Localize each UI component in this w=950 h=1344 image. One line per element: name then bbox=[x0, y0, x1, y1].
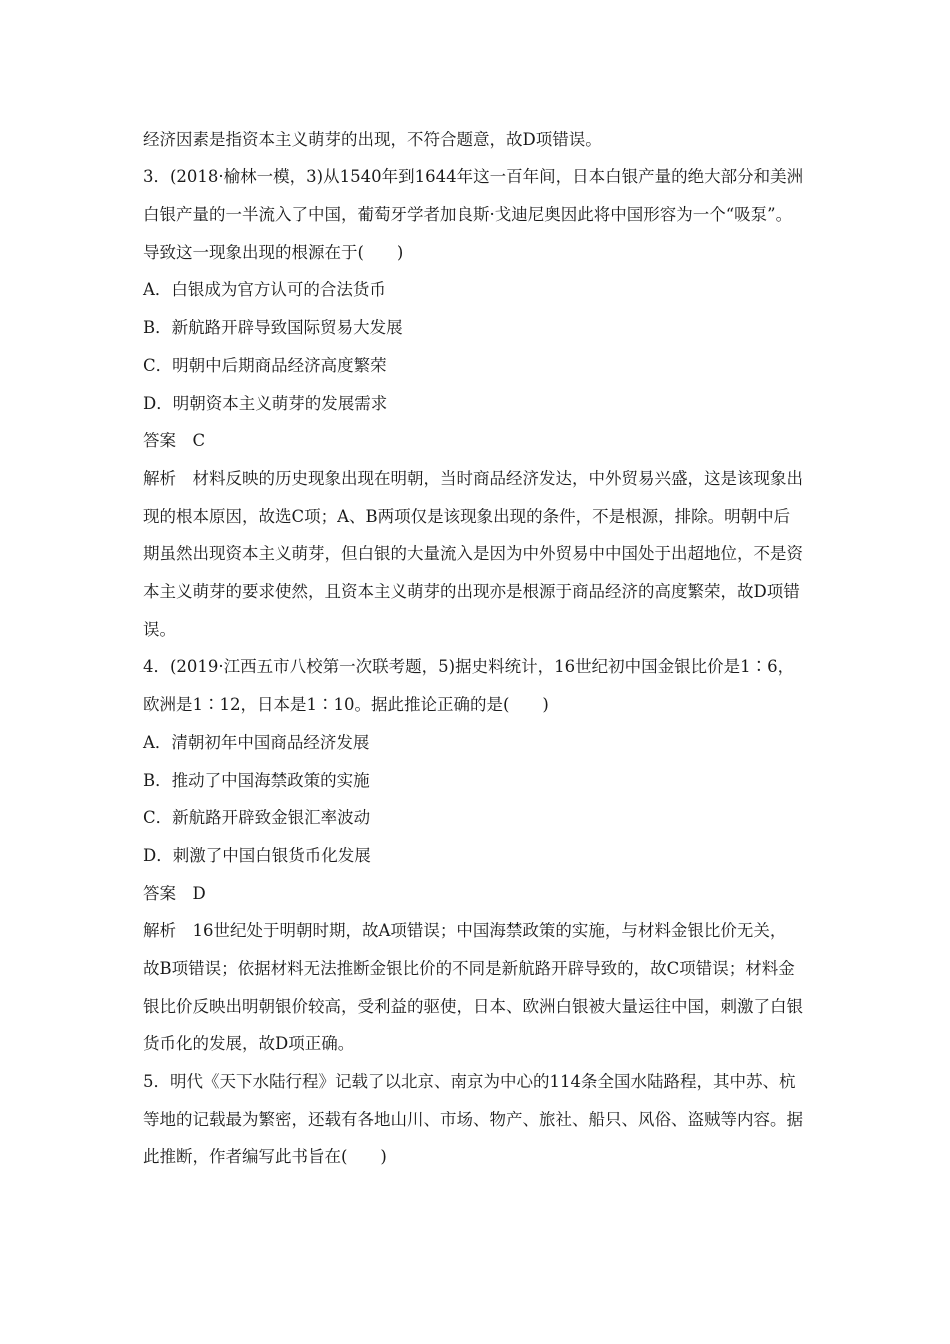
text-line: 期虽然出现资本主义萌芽，但白银的大量流入是因为中外贸易中中国处于出超地位，不是资 bbox=[143, 544, 803, 563]
question-4-stem: 4．(2019·江西五市八校第一次联考题，5)据史料统计，16世纪初中国金银比价是1∶6， bbox=[143, 657, 795, 676]
option-c: C．明朝中后期商品经济高度繁荣 bbox=[143, 356, 387, 375]
option-a: A．白银成为官方认可的合法货币 bbox=[143, 280, 386, 299]
option-c: C．新航路开辟致金银汇率波动 bbox=[143, 808, 371, 827]
text-line: 欧洲是1∶12，日本是1∶10。据此推论正确的是( ) bbox=[143, 695, 549, 714]
analysis-text: 解析 材料反映的历史现象出现在明朝，当时商品经济发达，中外贸易兴盛，这是该现象出 bbox=[143, 469, 803, 488]
option-d: D．刺激了中国白银货币化发展 bbox=[143, 846, 371, 865]
analysis-text: 解析 16世纪处于明朝时期，故A项错误；中国海禁政策的实施，与材料金银比价无关， bbox=[143, 921, 787, 940]
question-3-stem: 3．(2018·榆林一模，3)从1540年到1644年这一百年间，日本白银产量的绝大部分和美洲 bbox=[143, 167, 804, 186]
text-line: 白银产量的一半流入了中国，葡萄牙学者加良斯·戈迪尼奥因此将中国形容为一个“吸泵”。 bbox=[143, 205, 793, 224]
text-line: 货币化的发展，故D项正确。 bbox=[143, 1034, 355, 1053]
answer-label: 答案 D bbox=[143, 884, 206, 903]
text-line: 此推断，作者编写此书旨在( ) bbox=[143, 1147, 387, 1166]
text-line: 银比价反映出明朝银价较高，受利益的驱使，日本、欧洲白银被大量运往中国，刺激了白银 bbox=[143, 997, 803, 1016]
text-line: 等地的记载最为繁密，还载有各地山川、市场、物产、旅社、船只、风俗、盗贼等内容。据 bbox=[143, 1110, 803, 1129]
text-line: 故B项错误；依据材料无法推断金银比价的不同是新航路开辟导致的，故C项错误；材料金 bbox=[143, 959, 795, 978]
option-b: B．新航路开辟导致国际贸易大发展 bbox=[143, 318, 403, 337]
text-line: 本主义萌芽的要求使然，且资本主义萌芽的出现亦是根源于商品经济的高度繁荣，故D项错 bbox=[143, 582, 800, 601]
option-d: D．明朝资本主义萌芽的发展需求 bbox=[143, 394, 388, 413]
text-line: 经济因素是指资本主义萌芽的出现，不符合题意，故D项错误。 bbox=[143, 130, 602, 149]
text-line: 现的根本原因，故选C项；A、B两项仅是该现象出现的条件，不是根源，排除。明朝中后 bbox=[143, 507, 791, 526]
text-line: 误。 bbox=[143, 620, 176, 639]
text-line: 导致这一现象出现的根源在于( ) bbox=[143, 243, 404, 262]
answer-label: 答案 C bbox=[143, 431, 206, 450]
question-5-stem: 5．明代《天下水陆行程》记载了以北京、南京为中心的114条全国水陆路程，其中苏、杭 bbox=[143, 1072, 796, 1091]
option-b: B．推动了中国海禁政策的实施 bbox=[143, 771, 370, 790]
option-a: A．清朝初年中国商品经济发展 bbox=[143, 733, 370, 752]
